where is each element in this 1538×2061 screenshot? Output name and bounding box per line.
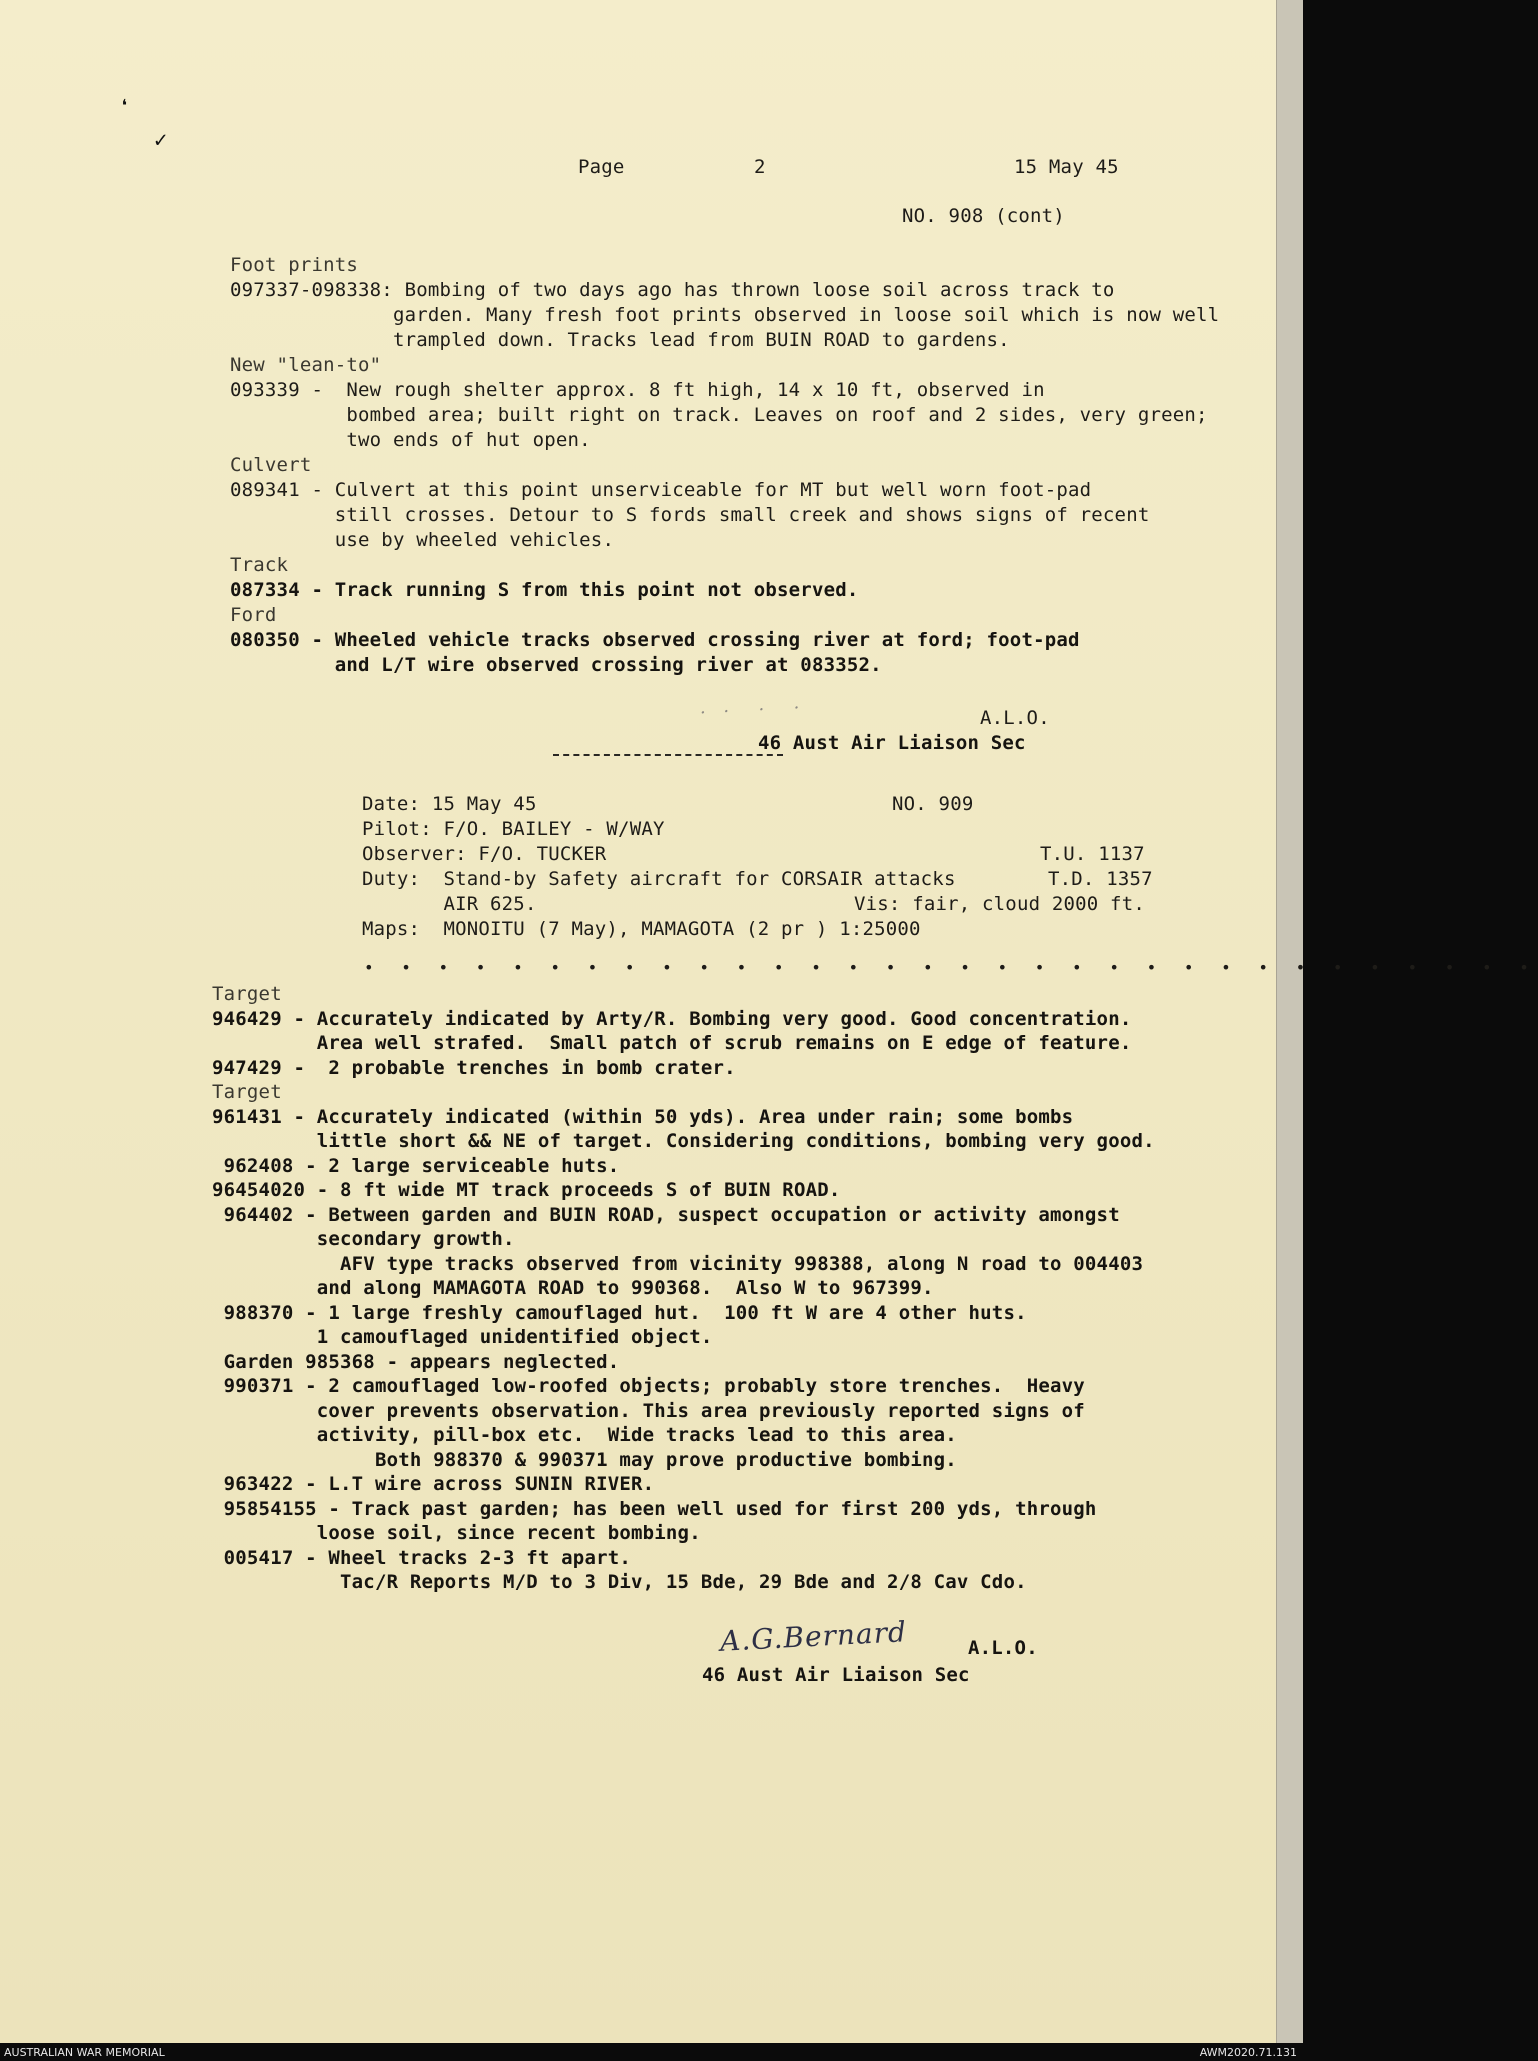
text-line: Both 988370 & 990371 may prove productive bombing. (212, 1448, 957, 1471)
report-909-tu: T.U. 1137 (1040, 843, 1145, 865)
text-line: 990371 - 2 camouflaged low-roofed objects; probably store trenches. Heavy (212, 1375, 1085, 1397)
text-line: Area well strafed. Small patch of scrub remains on E edge of feature. (212, 1032, 1132, 1054)
dotted-divider: • • • • • • • • • • • • • • • • • • • • • • • • • • • • • • • • (364, 958, 1538, 977)
text-line: 087334 - Track running S from this point not observed. (230, 579, 859, 601)
text-line: Ford (230, 604, 277, 626)
text-line: garden. Many fresh foot prints observed in loose soil which is now well (230, 304, 1220, 326)
text-line: and along MAMAGOTA ROAD to 990368. Also W to 967399. (212, 1277, 934, 1299)
punch-mark: ❛ (118, 96, 132, 121)
report-909-pilot: Pilot: F/O. BAILEY - W/WAY (362, 818, 665, 840)
text-line: 95854155 - Track past garden; has been well used for first 200 yds, through (212, 1497, 1097, 1520)
report-909-duty-aircraft: AIR 625. (362, 893, 537, 915)
text-line: 089341 - Culvert at this point unserviceable for MT but well worn foot-pad (230, 479, 1092, 501)
report-909-td: T.D. 1357 (1048, 868, 1153, 890)
page-number: 2 (754, 156, 766, 178)
text-line: 961431 - Accurately indicated (within 50 yds). Area under rain; some bombs (212, 1105, 1074, 1128)
text-line: 093339 - New rough shelter approx. 8 ft high, 14 x 10 ft, observed in (230, 379, 1045, 401)
text-line: 080350 - Wheeled vehicle tracks observed crossing river at ford; foot-pad (230, 629, 1080, 651)
text-line: 097337-098338: Bombing of two days ago has thrown loose soil across track to (230, 279, 1115, 301)
text-line: and L/T wire observed crossing river at 083352. (230, 654, 882, 676)
text-line: AFV type tracks observed from vicinity 998388, along N road to 004403 (212, 1252, 1144, 1275)
text-line: 947429 - 2 probable trenches in bomb crater. (212, 1056, 736, 1079)
handwritten-signature: A.G.Bernard (719, 1615, 908, 1658)
text-line: 946429 - Accurately indicated by Arty/R. Bombing very good. Good concentration. (212, 1007, 1132, 1030)
text-line: use by wheeled vehicles. (230, 529, 615, 551)
text-line: Culvert (230, 454, 312, 476)
text-line: cover prevents observation. This area previously reported signs of (212, 1399, 1085, 1422)
report-908-signature: A.L.O. (980, 707, 1050, 729)
archive-credit: AUSTRALIAN WAR MEMORIAL (4, 2046, 165, 2059)
text-line: Target (212, 983, 282, 1005)
report-909-duty: Duty: Stand-by Safety aircraft for CORSAIR attacks (362, 868, 956, 890)
report-909-signature: A.L.O. (968, 1637, 1038, 1659)
text-line: secondary growth. (212, 1228, 515, 1250)
text-line: trampled down. Tracks lead from BUIN ROAD to gardens. (230, 329, 1010, 351)
text-line: New "lean-to" (230, 354, 382, 376)
text-line: 005417 - Wheel tracks 2-3 ft apart. (212, 1546, 632, 1569)
report-909-maps: Maps: MONOITU (7 May), MAMAGOTA (2 pr ) 1:25000 (362, 918, 921, 940)
text-line: 964402 - Between garden and BUIN ROAD, suspect occupation or activity amongst (212, 1203, 1120, 1226)
report-909-visibility: Vis: fair, cloud 2000 ft. (854, 893, 1145, 915)
archive-reference: AWM2020.71.131 (1199, 2046, 1297, 2059)
text-line: two ends of hut open. (230, 429, 591, 451)
text-line: Garden 985368 - appears neglected. (212, 1350, 620, 1373)
faded-signature: · · · · (699, 697, 806, 724)
report-number: NO. 908 (cont) (902, 205, 1065, 227)
report-909-number: NO. 909 (892, 793, 974, 815)
text-line: activity, pill-box etc. Wide tracks lead to this area. (212, 1424, 957, 1446)
text-line: 962408 - 2 large serviceable huts. (212, 1154, 620, 1177)
report-909-date: Date: 15 May 45 (362, 793, 537, 815)
text-line: Target (212, 1081, 282, 1103)
text-line: little short && NE of target. Considering conditions, bombing very good. (212, 1130, 1155, 1152)
text-line: still crosses. Detour to S fords small creek and shows signs of recent (230, 504, 1150, 526)
text-line: loose soil, since recent bombing. (212, 1522, 701, 1544)
text-line: 1 camouflaged unidentified object. (212, 1326, 713, 1348)
separator-rule (553, 754, 783, 756)
page-label: Page (578, 156, 625, 178)
header-date: 15 May 45 (1014, 156, 1119, 178)
report-908-unit: 46 Aust Air Liaison Sec (758, 732, 1026, 754)
text-line: Tac/R Reports M/D to 3 Div, 15 Bde, 29 Bde and 2/8 Cav Cdo. (212, 1571, 1027, 1593)
text-line: Foot prints (230, 254, 359, 276)
report-909-unit: 46 Aust Air Liaison Sec (702, 1664, 970, 1686)
page-edge-strip (1276, 0, 1303, 2043)
text-line: 963422 - L.T wire across SUNIN RIVER. (212, 1473, 655, 1495)
text-line: bombed area; built right on track. Leaves on roof and 2 sides, very green; (230, 404, 1208, 426)
text-line: 96454020 - 8 ft wide MT track proceeds S of BUIN ROAD. (212, 1179, 841, 1201)
text-line: Track (230, 554, 289, 576)
punch-mark: ✓ (154, 128, 168, 153)
text-line: 988370 - 1 large freshly camouflaged hut. 100 ft W are 4 other huts. (212, 1301, 1027, 1324)
report-909-observer: Observer: F/O. TUCKER (362, 843, 607, 865)
